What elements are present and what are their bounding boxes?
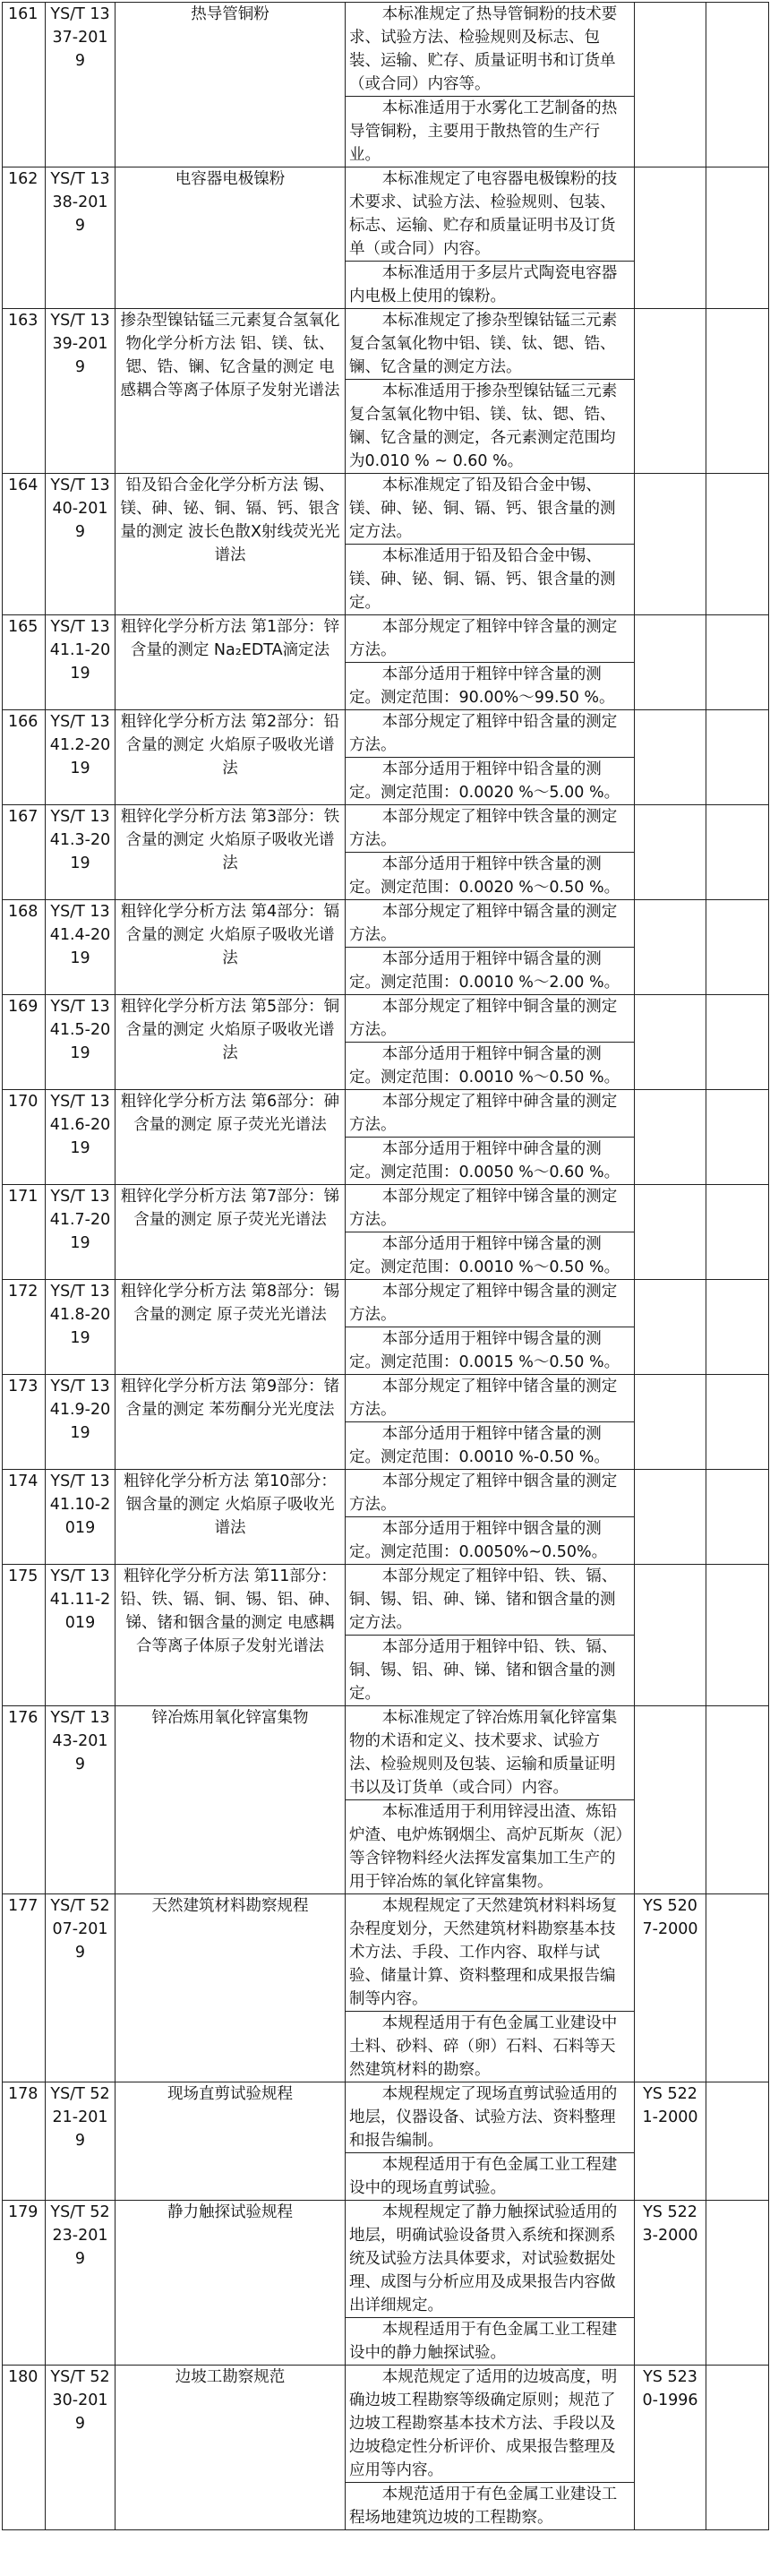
scope-text: 本部分规定了粗锌中锡含量的测定方法。 xyxy=(349,1283,618,1324)
scope-text: 本标准规定了锌冶炼用氧化锌富集物的术语和定义、技术要求、试验方法、检验规则及包装、运输和质量证明书以及订货单（或合同）内容。 xyxy=(349,1709,618,1797)
standard-summary xyxy=(346,474,635,615)
applicability-text: 本部分适用于粗锌中砷含量的测定。测定范围：0.0050 %～0.60 %。 xyxy=(346,1137,634,1184)
standard-name: 热导管铜粉 xyxy=(116,3,346,167)
remark-cell xyxy=(706,3,769,167)
applicability-text: 本规范适用于有色金属工业建设工程场地建筑边坡的工程勘察。 xyxy=(346,2482,634,2529)
scope-text: 本部分规定了粗锌中铁含量的测定方法。 xyxy=(349,808,618,849)
standard-code: YS/T 1338-2019 xyxy=(46,167,116,309)
standard-code: YS/T 1341.6-2019 xyxy=(46,1090,116,1185)
standard-summary xyxy=(346,3,635,167)
row-number: 175 xyxy=(3,1565,46,1706)
replaced-standard xyxy=(635,1185,706,1280)
applicability-text: 本部分适用于粗锌中镉含量的测定。测定范围：0.0010 %～2.00 %。 xyxy=(346,947,634,994)
row-number: 164 xyxy=(3,474,46,615)
replaced-standard xyxy=(635,900,706,995)
remark-cell xyxy=(706,2366,769,2530)
scope-text: 本部分规定了粗锌中镉含量的测定方法。 xyxy=(349,903,618,944)
remark-cell xyxy=(706,2082,769,2201)
row-number: 172 xyxy=(3,1280,46,1375)
remark-cell xyxy=(706,309,769,474)
scope-text: 本部分规定了粗锌中锗含量的测定方法。 xyxy=(349,1378,618,1419)
applicability-text: 本部分适用于粗锌中锡含量的测定。测定范围：0.0015 %～0.50 %。 xyxy=(346,1327,634,1374)
standards-table-body xyxy=(3,3,769,2530)
scope-text: 本部分规定了粗锌中锑含量的测定方法。 xyxy=(349,1188,618,1229)
replaced-standard xyxy=(635,805,706,900)
table-row xyxy=(3,2201,769,2366)
remark-cell xyxy=(706,995,769,1090)
remark-cell xyxy=(706,1090,769,1185)
replaced-standard xyxy=(635,615,706,710)
replaced-standard xyxy=(635,995,706,1090)
applicability-text: 本部分适用于粗锌中锑含量的测定。测定范围：0.0010 %～0.50 %。 xyxy=(346,1232,634,1279)
replaced-standard xyxy=(635,474,706,615)
row-number: 171 xyxy=(3,1185,46,1280)
replaced-standard: YS 5223-2000 xyxy=(635,2201,706,2366)
standard-name: 锌冶炼用氧化锌富集物 xyxy=(116,1706,346,1894)
standard-name: 粗锌化学分析方法 第9部分：锗含量的测定 苯芴酮分光光度法 xyxy=(116,1375,346,1470)
standard-code: YS/T 1341.1-2019 xyxy=(46,615,116,710)
applicability-text: 本标准适用于利用锌浸出渣、炼铅炉渣、电炉炼钢烟尘、高炉瓦斯灰（泥）等含锌物料经火法挥发富集加工生产的用于锌冶炼的氧化锌富集物。 xyxy=(346,1799,634,1893)
table-row xyxy=(3,1090,769,1185)
remark-cell xyxy=(706,1375,769,1470)
remark-cell xyxy=(706,1185,769,1280)
row-number: 169 xyxy=(3,995,46,1090)
standard-code: YS/T 1341.8-2019 xyxy=(46,1280,116,1375)
applicability-text: 本规程适用于有色金属工业工程建设中的静力触探试验。 xyxy=(346,2317,634,2365)
standard-code: YS/T 1337-2019 xyxy=(46,3,116,167)
replaced-standard xyxy=(635,1706,706,1894)
standard-summary xyxy=(346,1706,635,1894)
replaced-standard: YS 5207-2000 xyxy=(635,1894,706,2082)
row-number: 177 xyxy=(3,1894,46,2082)
remark-cell xyxy=(706,615,769,710)
standards-table xyxy=(2,2,769,2530)
standard-name: 掺杂型镍钴锰三元素复合氢氧化物化学分析方法 铝、镁、钛、锶、锆、镧、钇含量的测定 电感耦合等离子体原子发射光谱法 xyxy=(116,309,346,474)
replaced-standard xyxy=(635,309,706,474)
applicability-text: 本部分适用于粗锌中铅、铁、镉、铜、锡、铝、砷、锑、锗和铟含量的测定。 xyxy=(346,1635,634,1705)
row-number: 173 xyxy=(3,1375,46,1470)
table-row xyxy=(3,710,769,805)
standard-code: YS/T 1341.11-2019 xyxy=(46,1565,116,1706)
scope-text: 本规程规定了静力触探试验适用的地层，明确试验设备贯入系统和探测系统及试验方法具体要求，对试验数据处理、成图与分析应用及成果报告内容做出详细规定。 xyxy=(349,2203,618,2314)
standard-summary xyxy=(346,2082,635,2201)
remark-cell xyxy=(706,1706,769,1894)
applicability-text: 本标准适用于水雾化工艺制备的热导管铜粉，主要用于散热管的生产行业。 xyxy=(346,96,634,167)
standard-name: 粗锌化学分析方法 第2部分：铅含量的测定 火焰原子吸收光谱法 xyxy=(116,710,346,805)
scope-text: 本部分规定了粗锌中锌含量的测定方法。 xyxy=(349,618,618,659)
standard-summary xyxy=(346,1185,635,1280)
standard-code: YS/T 1341.7-2019 xyxy=(46,1185,116,1280)
standard-name: 粗锌化学分析方法 第10部分：铟含量的测定 火焰原子吸收光谱法 xyxy=(116,1470,346,1565)
standard-code: YS/T 1341.5-2019 xyxy=(46,995,116,1090)
remark-cell xyxy=(706,2201,769,2366)
row-number: 180 xyxy=(3,2366,46,2530)
standard-summary xyxy=(346,309,635,474)
standard-code: YS/T 5207-2019 xyxy=(46,1894,116,2082)
standard-summary xyxy=(346,710,635,805)
table-row xyxy=(3,1706,769,1894)
table-row xyxy=(3,615,769,710)
replaced-standard xyxy=(635,3,706,167)
standard-name: 粗锌化学分析方法 第3部分：铁含量的测定 火焰原子吸收光谱法 xyxy=(116,805,346,900)
standard-name: 粗锌化学分析方法 第1部分：锌含量的测定 Na₂EDTA滴定法 xyxy=(116,615,346,710)
standards-table-container xyxy=(2,2,768,2530)
standard-summary xyxy=(346,995,635,1090)
applicability-text: 本部分适用于粗锌中锌含量的测定。测定范围：90.00%～99.50 %。 xyxy=(346,662,634,709)
row-number: 165 xyxy=(3,615,46,710)
table-row xyxy=(3,1470,769,1565)
replaced-standard xyxy=(635,1375,706,1470)
row-number: 168 xyxy=(3,900,46,995)
scope-text: 本标准规定了掺杂型镍钴锰三元素复合氢氧化物中铝、镁、钛、锶、锆、镧、钇含量的测定方法。 xyxy=(349,312,618,376)
applicability-text: 本部分适用于粗锌中铁含量的测定。测定范围：0.0020 %～0.50 %。 xyxy=(346,852,634,899)
table-row xyxy=(3,309,769,474)
replaced-standard xyxy=(635,710,706,805)
row-number: 161 xyxy=(3,3,46,167)
replaced-standard xyxy=(635,1280,706,1375)
standard-code: YS/T 1341.4-2019 xyxy=(46,900,116,995)
remark-cell xyxy=(706,167,769,309)
standard-name: 现场直剪试验规程 xyxy=(116,2082,346,2201)
standard-summary xyxy=(346,2201,635,2366)
table-row xyxy=(3,900,769,995)
row-number: 166 xyxy=(3,710,46,805)
standard-code: YS/T 5221-2019 xyxy=(46,2082,116,2201)
table-row xyxy=(3,474,769,615)
row-number: 176 xyxy=(3,1706,46,1894)
table-row xyxy=(3,1185,769,1280)
remark-cell xyxy=(706,805,769,900)
replaced-standard: YS 5230-1996 xyxy=(635,2366,706,2530)
applicability-text: 本规程适用于有色金属工业工程建设中的现场直剪试验。 xyxy=(346,2152,634,2200)
row-number: 178 xyxy=(3,2082,46,2201)
scope-text: 本部分规定了粗锌中铟含量的测定方法。 xyxy=(349,1473,618,1514)
standard-name: 粗锌化学分析方法 第8部分：锡含量的测定 原子荧光光谱法 xyxy=(116,1280,346,1375)
standard-name: 粗锌化学分析方法 第6部分：砷含量的测定 原子荧光光谱法 xyxy=(116,1090,346,1185)
standard-summary xyxy=(346,1375,635,1470)
table-row xyxy=(3,167,769,309)
standard-summary xyxy=(346,805,635,900)
standard-code: YS/T 5230-2019 xyxy=(46,2366,116,2530)
row-number: 162 xyxy=(3,167,46,309)
remark-cell xyxy=(706,1894,769,2082)
scope-text: 本部分规定了粗锌中铅、铁、镉、铜、锡、铝、砷、锑、锗和铟含量的测定方法。 xyxy=(349,1567,618,1632)
applicability-text: 本部分适用于粗锌中铜含量的测定。测定范围：0.0010 %～0.50 %。 xyxy=(346,1042,634,1089)
applicability-text: 本标准适用于掺杂型镍钴锰三元素复合氢氧化物中铝、镁、钛、锶、锆、镧、钇含量的测定，各元素测定范围均为0.010 % ~ 0.60 %。 xyxy=(346,379,634,473)
table-row xyxy=(3,1894,769,2082)
table-row xyxy=(3,2366,769,2530)
remark-cell xyxy=(706,1470,769,1565)
remark-cell xyxy=(706,1280,769,1375)
replaced-standard: YS 5221-2000 xyxy=(635,2082,706,2201)
table-row xyxy=(3,1565,769,1706)
standard-name: 静力触探试验规程 xyxy=(116,2201,346,2366)
standard-summary xyxy=(346,1565,635,1706)
applicability-text: 本规程适用于有色金属工业建设中土料、砂料、碎（卵）石料、石料等天然建筑材料的勘察。 xyxy=(346,2011,634,2082)
applicability-text: 本标准适用于铅及铅合金中锡、镁、砷、铋、铜、镉、钙、银含量的测定。 xyxy=(346,544,634,614)
replaced-standard xyxy=(635,167,706,309)
remark-cell xyxy=(706,710,769,805)
row-number: 170 xyxy=(3,1090,46,1185)
standard-code: YS/T 1341.9-2019 xyxy=(46,1375,116,1470)
standard-code: YS/T 1340-2019 xyxy=(46,474,116,615)
scope-text: 本规程规定了现场直剪试验适用的地层，仪器设备、试验方法、资料整理和报告编制。 xyxy=(349,2085,618,2150)
standard-name: 边坡工勘察规范 xyxy=(116,2366,346,2530)
row-number: 167 xyxy=(3,805,46,900)
applicability-text: 本部分适用于粗锌中铅含量的测定。测定范围：0.0020 %～5.00 %。 xyxy=(346,757,634,804)
table-row xyxy=(3,995,769,1090)
standard-name: 天然建筑材料勘察规程 xyxy=(116,1894,346,2082)
standard-name: 粗锌化学分析方法 第4部分：镉含量的测定 火焰原子吸收光谱法 xyxy=(116,900,346,995)
standard-code: YS/T 5223-2019 xyxy=(46,2201,116,2366)
standard-summary xyxy=(346,1894,635,2082)
scope-text: 本标准规定了铅及铅合金中锡、镁、砷、铋、铜、镉、钙、银含量的测定方法。 xyxy=(349,477,616,541)
standard-code: YS/T 1339-2019 xyxy=(46,309,116,474)
standard-code: YS/T 1341.2-2019 xyxy=(46,710,116,805)
standard-summary xyxy=(346,615,635,710)
standard-name: 粗锌化学分析方法 第7部分：锑含量的测定 原子荧光光谱法 xyxy=(116,1185,346,1280)
table-row xyxy=(3,3,769,167)
standard-summary xyxy=(346,1090,635,1185)
standard-name: 粗锌化学分析方法 第11部分：铅、铁、镉、铜、锡、铝、砷、锑、锗和铟含量的测定 电感耦合等离子体原子发射光谱法 xyxy=(116,1565,346,1706)
standard-code: YS/T 1341.10-2019 xyxy=(46,1470,116,1565)
standard-summary xyxy=(346,167,635,309)
row-number: 163 xyxy=(3,309,46,474)
standard-summary xyxy=(346,1280,635,1375)
remark-cell xyxy=(706,474,769,615)
replaced-standard xyxy=(635,1470,706,1565)
remark-cell xyxy=(706,1565,769,1706)
replaced-standard xyxy=(635,1090,706,1185)
applicability-text: 本标准适用于多层片式陶瓷电容器内电极上使用的镍粉。 xyxy=(346,261,634,308)
table-row xyxy=(3,1375,769,1470)
table-row xyxy=(3,1280,769,1375)
scope-text: 本部分规定了粗锌中铜含量的测定方法。 xyxy=(349,998,618,1039)
standard-summary xyxy=(346,900,635,995)
standard-name: 粗锌化学分析方法 第5部分：铜含量的测定 火焰原子吸收光谱法 xyxy=(116,995,346,1090)
scope-text: 本标准规定了热导管铜粉的技术要求、试验方法、检验规则及标志、包装、运输、贮存、质量证明书和订货单（或合同）内容等。 xyxy=(349,5,618,93)
scope-text: 本标准规定了电容器电极镍粉的技术要求、试验方法、检验规则、包装、标志、运输、贮存和质量证明书及订货单（或合同）内容。 xyxy=(349,170,618,258)
row-number: 179 xyxy=(3,2201,46,2366)
scope-text: 本部分规定了粗锌中砷含量的测定方法。 xyxy=(349,1093,618,1134)
row-number: 174 xyxy=(3,1470,46,1565)
applicability-text: 本部分适用于粗锌中铟含量的测定。测定范围：0.0050%~0.50%。 xyxy=(346,1516,634,1564)
scope-text: 本规程规定了天然建筑材料料场复杂程度划分，天然建筑材料勘察基本技术方法、手段、工作内容、取样与试验、储量计算、资料整理和成果报告编制等内容。 xyxy=(349,1897,618,2008)
applicability-text: 本部分适用于粗锌中锗含量的测定。测定范围：0.0010 %-0.50 %。 xyxy=(346,1421,634,1469)
table-row xyxy=(3,805,769,900)
scope-text: 本规范规定了适用的边坡高度，明确边坡工程勘察等级确定原则；规范了边坡工程勘察基本技术方法、手段以及边坡稳定性分析评价、成果报告整理及应用等内容。 xyxy=(349,2368,618,2479)
remark-cell xyxy=(706,900,769,995)
replaced-standard xyxy=(635,1565,706,1706)
table-row xyxy=(3,2082,769,2201)
standard-summary xyxy=(346,2366,635,2530)
standard-summary xyxy=(346,1470,635,1565)
standard-name: 电容器电极镍粉 xyxy=(116,167,346,309)
standard-name: 铅及铅合金化学分析方法 锡、镁、砷、铋、铜、镉、钙、银含量的测定 波长色散X射线荧光光谱法 xyxy=(116,474,346,615)
standard-code: YS/T 1343-2019 xyxy=(46,1706,116,1894)
standard-code: YS/T 1341.3-2019 xyxy=(46,805,116,900)
scope-text: 本部分规定了粗锌中铅含量的测定方法。 xyxy=(349,713,618,754)
